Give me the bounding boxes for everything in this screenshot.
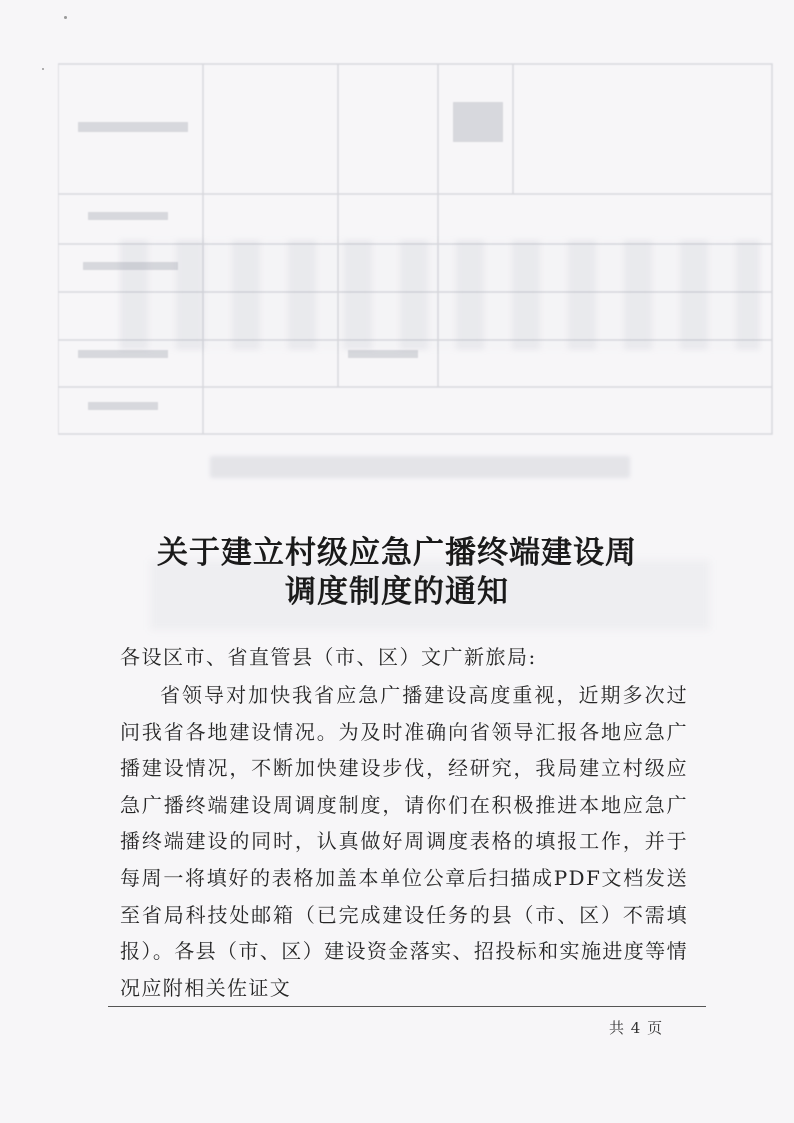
footer-rule [108, 1006, 706, 1007]
scan-speck [64, 16, 67, 19]
notice-body: 省领导对加快我省应急广播建设高度重视，近期多次过问我省各地建设情况。为及时准确向省领导汇报各地应急广播建设情况，不断加快建设步伐，经研究，我局建立村级应急广播终端建设周调度制度，请你们在积极推进本地应急广播终端建设的同时，认真做好周调度表格的填报工作，并于每周一将填好的表格加盖本单位公章后扫描成PDF文档发送至省局科技处邮箱（已完成建设任务的县（市、区）不需填报）。各县（市、区）建设资金落实、招投标和实施进度等情况应附相关佐证文 [120, 683, 688, 1000]
salutation: 各设区市、省直管县（市、区）文广新旅局: [120, 645, 537, 669]
scan-speck [42, 68, 44, 70]
bleed-through-banner [120, 240, 760, 350]
notice-title-line2: 调度制度的通知 [285, 574, 509, 610]
bleed-through-caption [210, 456, 630, 478]
page-count: 共 4 页 [609, 1019, 664, 1037]
notice-title-line1: 关于建立村级应急广播终端建设周 [157, 535, 637, 571]
